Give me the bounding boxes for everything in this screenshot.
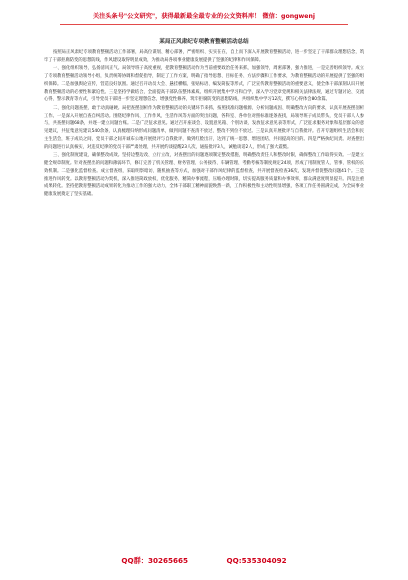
qq-group-text: QQ群：30265665	[121, 556, 188, 565]
paragraph-section-1: 一、强化组织领导，弘扬清风正气。局领导班子高度重视，把教育整顿活动作为当前重要政治任务来抓，加强领导，周密部署，强力推进，一是完善组织领导。成立了专项教育整顿活动领导小组，负责统筹协调和督促指导，制定了工作方案，明确了指导思想、目标任务、方法步骤和工作要求，为教育整顿活动的开展提供了坚强的组织保障。二是加强舆论宣传，营造良好氛围。通过召开动员大会、悬挂横幅、张贴标语、编发简报等形式，广泛宣传教育整顿活动的重要意义，使全体干部深刻认识开展教育整顿活动的必要性和紧迫性。三是坚持学做结合，全面提高干部队伍整体素质。组织开展集中学习和自学，深入学习党章党规和相关法律法规，通过专题讨论、交流心得、警示教育等方式，引导党员干部进一步坚定理想信念，增强党性修养，筑牢拒腐防变的思想防线，共组织集中学习12次，撰写心得体会80余篇。	[44, 66, 364, 103]
document-body	[44, 38, 364, 200]
top-banner	[0, 13, 408, 21]
qq-text: QQ:535304092	[226, 556, 287, 565]
paragraph-section-2: 二、强化问题查摆，敢于动真碰硬。局把查摆剖析作为教育整顿活动的关键环节来抓，按照找准问题根源、分析问题成因、明确整改方向的要求，认真开展查摆剖析工作。一是深入开展自查自纠活动。围绕纪律作风、工作作风、生活作风等方面的突出问题，各科室、各单位对照标准逐条查找，局领导班子成员带头，党员干部人人参与，共查摆问题68条，并逐一建立问题台账。二是广泛征求意见。通过召开座谈会、设置意见箱、个别访谈、发放征求意见表等形式，广泛征求服务对象和基层群众的意见建议，共征集意见建议540余条，认真梳理归纳形成问题清单，做到问题不查清不放过、整改不到位不放过。三是认真开展批评与自我批评。召开专题组织生活会和民主生活会，班子成员之间、党员干部之间开诚布公地开展批评与自我批评，做到红脸出汗，达到了统一思想、增进团结、共同提高的目的。四是严格执纪问责。对查摆出的问题进行认真核实，对违反纪律的党员干部严肃处理，共开展约谈提醒23人次，通报批评3人，诫勉谈话2人，形成了强大震慑。	[44, 105, 364, 150]
document-title: 某局正风肃纪专项教育整顿活动总结	[159, 39, 249, 45]
contact-footer	[0, 556, 408, 566]
paragraph-section-3: 三、强化制度建设，确保整改成效。坚持边整边改、立行立改，对查摆出的问题逐项制定整改措施，明确整改责任人和整改时限，确保整改工作取得实效。一是建立健全规章制度。针对查摆出的问题和薄弱环节，修订完善了机关管理、财务管理、公务接待、车辆管理、考勤考核等制度规定24项，形成了用制度管人、管事、管权的长效机制。二是强化监督检查。成立督查组，采取明察暗访、随机抽查等方式，加强对干部作风纪律的监督检查，共开展督查检查36次，发现并督促整改问题41个。三是推进作风转变。以教育整顿活动为契机，深入推进简政放权、优化服务，精简办事流程，压缩办理时限，切实提高服务质量和办事效率，群众满意度明显提升。四是注重成果转化。坚持把教育整顿活动成果转化为推动工作的强大动力，全体干部职工精神面貌焕然一新，工作积极性和主动性明显增强，各项工作任务圆满完成，为全局事业健康发展奠定了坚实基础。	[44, 153, 364, 198]
paragraph-intro: 按照局正风肃纪专项教育整顿活动工作部署，局高位谋划、精心部署，严密组织、实实在在，自上而下深入开展教育整顿活动，进一步坚定了干部群众理想信念，筑牢了干部拒腐防变的思想防线，作风建设取得明显成效，为推动局各项事业健康发展提供了坚强的纪律和作风保障。	[44, 50, 364, 63]
banner-divider	[60, 24, 348, 25]
banner-text: 关注头条号"公文研究"，获得最新最全最专业的公文资料库！ 微信：gongwenj	[93, 13, 315, 20]
